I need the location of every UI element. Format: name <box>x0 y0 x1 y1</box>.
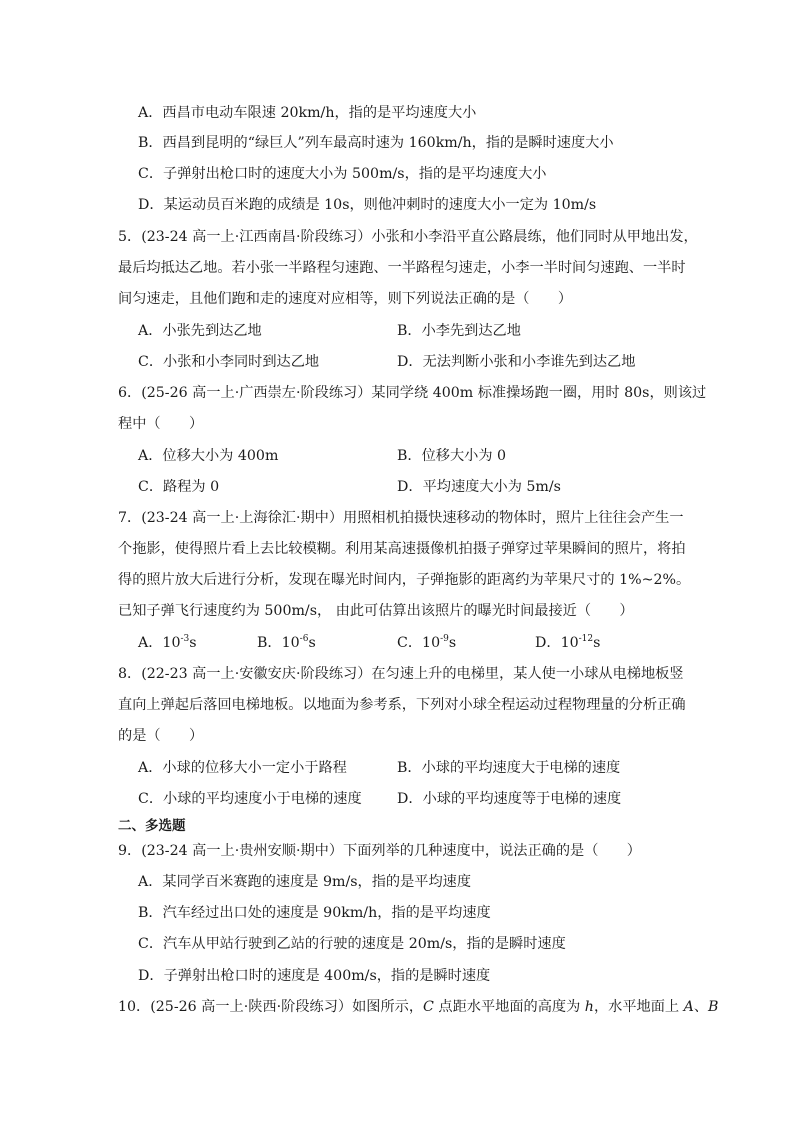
q5-option-c[interactable]: C．小张和小李同时到达乙地 <box>138 354 320 370</box>
exponent: -9 <box>440 634 449 644</box>
q8-stem-line: 8．(22-23 高一上·安徽安庆·阶段练习）在匀速上升的电梯里，某人使一小球从电梯地板竖 <box>118 666 684 682</box>
q10-stem-text: 10．(25-26 高一上·陕西·阶段练习）如图所示， <box>118 999 424 1015</box>
q9-option-c[interactable]: C．汽车从甲站行驶到乙站的行驶的速度是 20m/s，指的是瞬时速度 <box>138 936 566 952</box>
q9-option-d[interactable]: D．子弹射出枪口时的速度是 400m/s，指的是瞬时速度 <box>138 968 491 984</box>
q10-stem-text: 点距水平地面的高度为 <box>433 999 585 1015</box>
q9-option-a[interactable]: A．某同学百米赛跑的速度是 9m/s，指的是平均速度 <box>138 874 472 890</box>
q5-option-b[interactable]: B．小李先到达乙地 <box>397 323 521 339</box>
exponent: -12 <box>578 634 594 644</box>
q6-option-a[interactable]: A．位移大小为 400m <box>138 448 279 464</box>
q5-stem-line: 间匀速走，且他们跑和走的速度对应相等，则下列说法正确的是（ ） <box>118 291 573 307</box>
q5-option-d[interactable]: D．无法判断小张和小李谁先到达乙地 <box>397 354 636 370</box>
q7-stem-line: 已知子弹飞行速度约为 500m/s， 由此可估算出该照片的曝光时间最接近（ ） <box>118 603 634 619</box>
variable-a: A <box>683 999 694 1015</box>
q5-option-a[interactable]: A．小张先到达乙地 <box>138 323 262 339</box>
variable-c: C <box>423 999 434 1015</box>
q6-stem-line: 程中（ ） <box>118 416 204 432</box>
unit: s <box>308 635 316 651</box>
variable-b: B <box>708 999 719 1015</box>
q9-stem: 9．(23-24 高一上·贵州安顺·期中）下面列举的几种速度中，说法正确的是（ ） <box>118 843 641 859</box>
section-heading-multiple-choice: 二、多选题 <box>118 818 186 834</box>
q8-option-c[interactable]: C．小球的平均速度小于电梯的速度 <box>138 791 362 807</box>
q7-option-c[interactable] <box>397 633 456 653</box>
q6-option-b[interactable]: B．位移大小为 0 <box>397 448 507 464</box>
q6-option-d[interactable]: D．平均速度大小为 5m/s <box>397 479 561 495</box>
q7-stem-line: 个拖影，使得照片看上去比较模糊。利用某高速摄像机拍摄子弹穿过苹果瞬间的照片，将拍 <box>118 541 686 557</box>
q9-option-b[interactable]: B．汽车经过出口处的速度是 90km/h，指的是平均速度 <box>138 905 491 921</box>
q6-stem-line: 6．(25-26 高一上·广西崇左·阶段练习）某同学绕 400m 标准操场跑一圈，用时 80s，则该过 <box>118 385 707 401</box>
unit: s <box>189 635 197 651</box>
q5-stem-line: 最后均抵达乙地。若小张一半路程匀速跑、一半路程匀速走，小李一半时间匀速跑、一半时 <box>118 260 686 276</box>
q4-option-a[interactable]: A．西昌市电动车限速 20km/h，指的是平均速度大小 <box>138 105 477 121</box>
q4-option-c[interactable]: C．子弹射出枪口时的速度大小为 500m/s，指的是平均速度大小 <box>138 166 547 182</box>
q4-option-d[interactable]: D．某运动员百米跑的成绩是 10s，则他冲刺时的速度大小一定为 10m/s <box>138 197 597 213</box>
variable-h: h <box>584 999 594 1015</box>
option-text: A．10 <box>138 635 181 651</box>
option-text: D．10 <box>535 635 579 651</box>
q7-stem-line: 7．(23-24 高一上·上海徐汇·期中）用照相机拍摄快速移动的物体时，照片上往往会产生一 <box>118 510 684 526</box>
q7-stem-line: 得的照片放大后进行分析，发现在曝光时间内，子弹拖影的距离约为苹果尺寸的 1%~2%。 <box>118 572 691 588</box>
q8-stem-line: 的是（ ） <box>118 728 204 744</box>
q6-option-c[interactable]: C．路程为 0 <box>138 479 220 495</box>
q5-stem-line: 5．(23-24 高一上·江西南昌·阶段练习）小张和小李沿平直公路晨练，他们同时从甲地出发， <box>118 229 698 245</box>
exponent: -3 <box>180 634 190 644</box>
q7-option-b[interactable] <box>257 633 316 653</box>
exponent: -6 <box>299 634 309 644</box>
q7-option-d[interactable] <box>535 633 600 653</box>
unit: s <box>593 635 601 651</box>
q7-option-a[interactable] <box>138 633 197 653</box>
q8-stem-line: 直向上弹起后落回电梯地板。以地面为参考系，下列对小球全程运动过程物理量的分析正确 <box>118 697 686 713</box>
option-text: C．10 <box>397 635 441 651</box>
q10-stem-text: ，水平地面上 <box>593 999 684 1015</box>
q8-option-b[interactable]: B．小球的平均速度大于电梯的速度 <box>397 760 621 776</box>
q4-option-b[interactable]: B．西昌到昆明的“绿巨人”列车最高时速为 160km/h，指的是瞬时速度大小 <box>138 135 614 151</box>
option-text: B．10 <box>257 635 300 651</box>
q8-option-d[interactable]: D．小球的平均速度等于电梯的速度 <box>397 791 622 807</box>
unit: s <box>448 635 457 651</box>
q8-option-a[interactable]: A．小球的位移大小一定小于路程 <box>138 760 347 776</box>
q10-stem-line <box>118 997 718 1017</box>
q10-stem-text: 、 <box>693 999 709 1015</box>
